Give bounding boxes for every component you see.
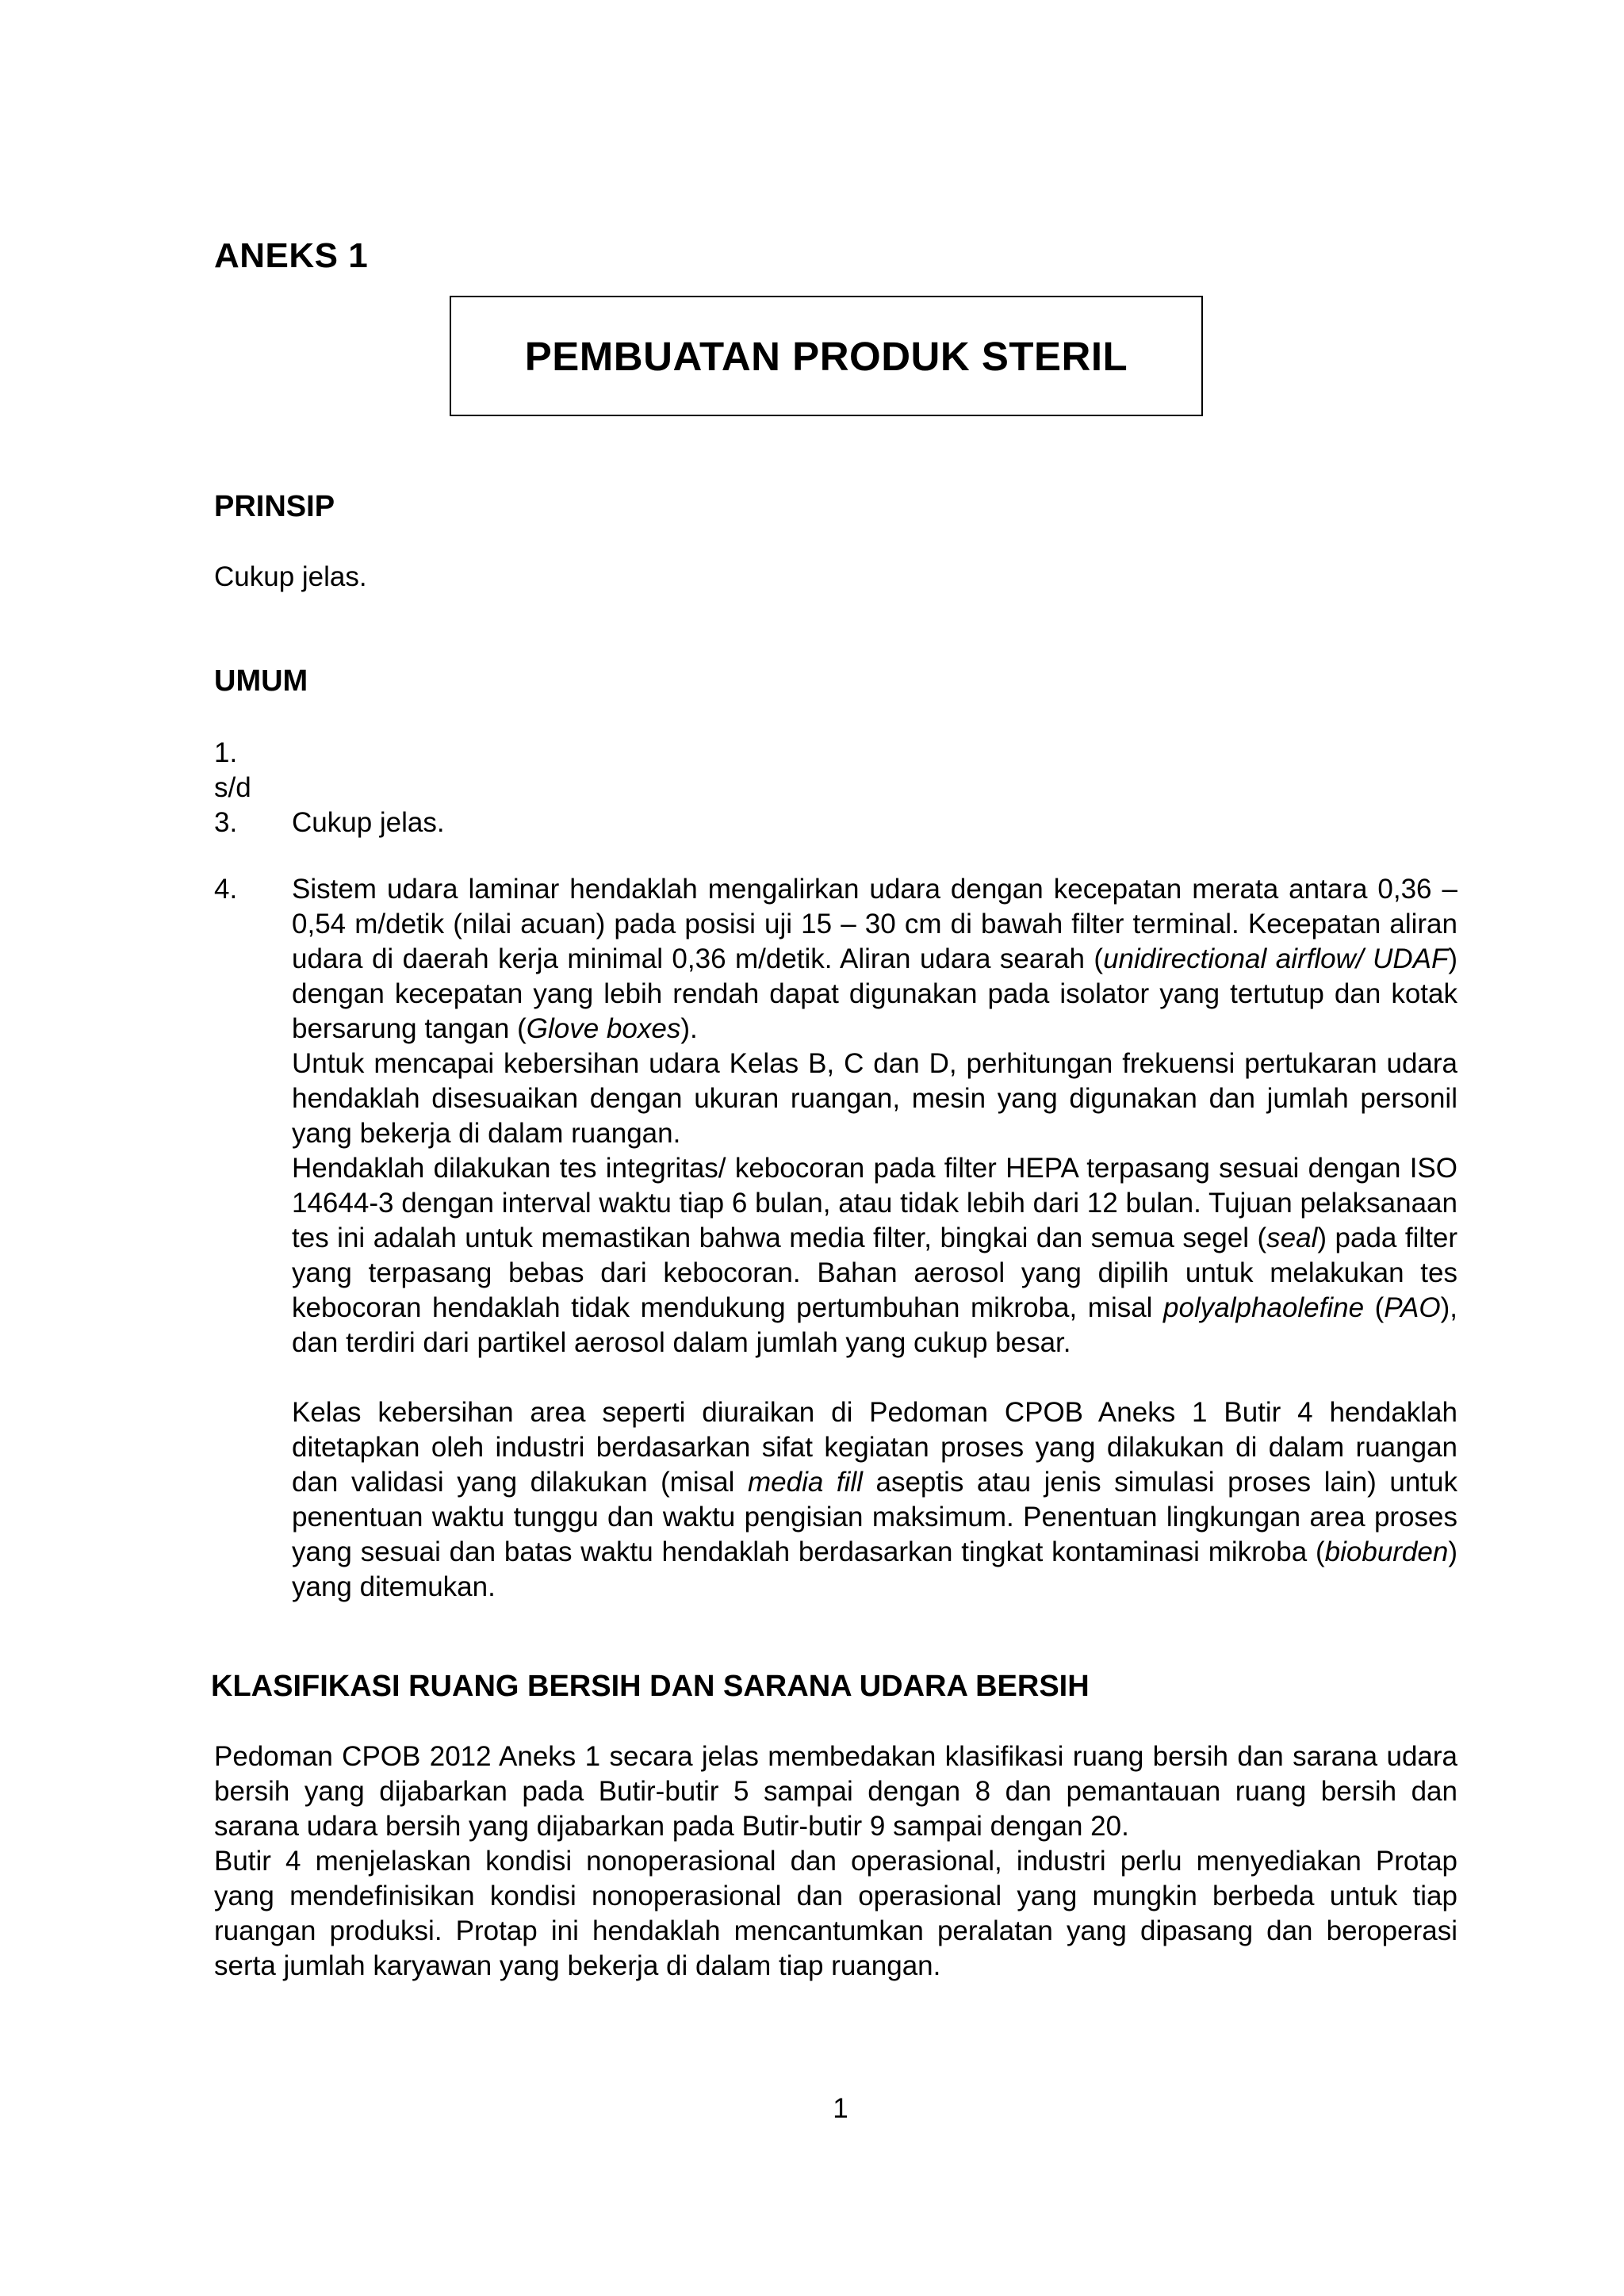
heading-klasifikasi: KLASIFIKASI RUANG BERSIH DAN SARANA UDARA BERSIH <box>211 1670 1090 1703</box>
klasifikasi-paragraph-2: Butir 4 menjelaskan kondisi nonoperasional dan operasional, industri perlu menyediakan Protap yang mendefinisikan kondisi nonoperasional dan operasional yang mungkin berbeda untuk tiap ruangan produksi. Protap ini hendaklah mencantumkan peralatan yang dipasang dan beroperasi serta jumlah karyawan yang bekerja di dalam tiap ruangan. <box>214 1846 1457 1981</box>
item-4-paragraph-1: Sistem udara laminar hendaklah mengalirkan udara dengan kecepatan merata antara 0,36 – 0,54 m/detik (nilai acuan) pada posisi uji 15 – 30 cm di bawah filter terminal. Kecepatan aliran udara di daerah kerja minimal 0,36 m/detik. Aliran udara searah (unidirectional airflow/ UDAF) dengan kecepatan yang lebih rendah dapat digunakan pada isolator yang tertutup dan kotak bersarung tangan (Glove boxes). <box>292 874 1457 1044</box>
document-title: PEMBUATAN PRODUK STERIL <box>524 333 1128 379</box>
item-number-end: 3. <box>214 807 238 838</box>
annex-label: ANEKS 1 <box>214 236 369 275</box>
klasifikasi-paragraph-1: Pedoman CPOB 2012 Aneks 1 secara jelas membedakan klasifikasi ruang bersih dan sarana udara bersih yang dijabarkan pada Butir-butir 5 sampai dengan 8 dan pemantauan ruang bersih dan sarana udara bersih yang dijabarkan pada Butir-butir 9 sampai dengan 20. <box>214 1741 1457 1842</box>
heading-umum: UMUM <box>214 664 308 698</box>
item-4-paragraph-3: Hendaklah dilakukan tes integritas/ kebocoran pada filter HEPA terpasang sesuai dengan ISO 14644-3 dengan interval waktu tiap 6 bulan, atau tidak lebih dari 12 bulan. Tujuan pelaksanaan tes ini adalah untuk memastikan bahwa media filter, bingkai dan semua segel (seal) pada filter yang terpasang bebas dari kebocoran. Bahan aerosol yang dipilih untuk melakukan tes kebocoran hendaklah tidak mendukung pertumbuhan mikroba, misal polyalphaolefine (PAO), dan terdiri dari partikel aerosol dalam jumlah yang cukup besar. <box>292 1153 1457 1358</box>
item-4-paragraph-4: Kelas kebersihan area seperti diuraikan di Pedoman CPOB Aneks 1 Butir 4 hendaklah ditetapkan oleh industri berdasarkan sifat kegiatan proses yang dilakukan di dalam ruangan dan validasi yang dilakukan (misal media fill aseptis atau jenis simulasi proses lain) untuk penentuan waktu tunggu dan waktu pengisian maksimum. Penentuan lingkungan area proses yang sesuai dan batas waktu hendaklah berdasarkan tingkat kontaminasi mikroba (bioburden) yang ditemukan. <box>292 1397 1458 1602</box>
item-range-word: s/d <box>214 772 251 803</box>
item-4-paragraph-2: Untuk mencapai kebersihan udara Kelas B, C dan D, perhitungan frekuensi pertukaran udara hendaklah disesuaikan dengan ukuran ruangan, mesin yang digunakan dan jumlah personil yang bekerja di dalam ruangan. <box>292 1048 1457 1149</box>
page-number: 1 <box>833 2093 848 2124</box>
title-box <box>450 296 1203 416</box>
heading-prinsip: PRINSIP <box>214 490 335 523</box>
item-1-3-text: Cukup jelas. <box>292 807 445 838</box>
prinsip-text: Cukup jelas. <box>214 561 367 592</box>
item-number-start: 1. <box>214 737 238 768</box>
item-number-4: 4. <box>214 874 238 905</box>
